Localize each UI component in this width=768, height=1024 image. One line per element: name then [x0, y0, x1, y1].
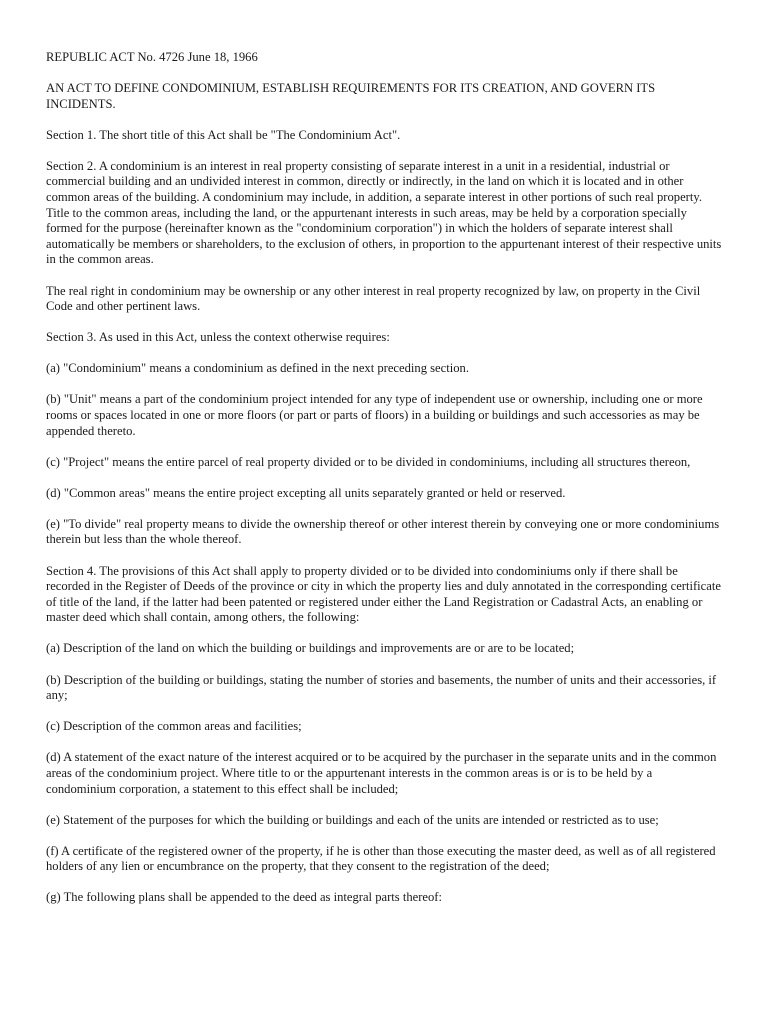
- section-4-paragraph: Section 4. The provisions of this Act shall apply to property divided or to be divided into condominiums only if there shall be recorded in the Register of Deeds of the province or city in which the property lies and duly annotated in the corresponding certificate of title of the land, if the latter had been patented or registered under either the Land Registration or Cadastral Acts, an enabling or master deed which shall contain, among others, the following:: [46, 563, 721, 625]
- requirement-c: (c) Description of the common areas and facilities;: [46, 719, 302, 734]
- real-right-paragraph: The real right in condominium may be ownership or any other interest in real property recognized by law, on property in the Civil Code and other pertinent laws.: [46, 283, 701, 314]
- definition-to-divide: (e) "To divide" real property means to divide the ownership thereof or other interest therein by conveying one or more condominiums therein but less than the whole thereof.: [46, 516, 720, 547]
- section-1-paragraph: Section 1. The short title of this Act shall be "The Condominium Act".: [46, 127, 401, 142]
- act-title: AN ACT TO DEFINE CONDOMINIUM, ESTABLISH REQUIREMENTS FOR ITS CREATION, AND GOVERN ITS INCIDENTS.: [46, 81, 656, 111]
- requirement-a: (a) Description of the land on which the building or buildings and improvements are or are to be located;: [46, 641, 575, 656]
- definition-common-areas: (d) "Common areas" means the entire project excepting all units separately granted or held or reserved.: [46, 485, 566, 500]
- definition-project: (c) "Project" means the entire parcel of real property divided or to be divided in condominiums, including all structures thereon,: [46, 454, 691, 469]
- requirement-e: (e) Statement of the purposes for which the building or buildings and each of the units are intended or restricted as to use;: [46, 812, 659, 827]
- act-header: REPUBLIC ACT No. 4726 June 18, 1966: [46, 50, 258, 64]
- requirement-b: (b) Description of the building or buildings, stating the number of stories and basements, the number of units and their accessories, if any;: [46, 672, 717, 703]
- document-page: [46, 50, 722, 921]
- requirement-f: (f) A certificate of the registered owner of the property, if he is other than those executing the master deed, as well as of all registered holders of any lien or encumbrance on the property, that they consent to the registration of the deed;: [46, 843, 716, 874]
- requirement-d: (d) A statement of the exact nature of the interest acquired or to be acquired by the purchaser in the separate units and in the common areas of the condominium project. Where title to or the appurtenant interests in the common areas is or is to be held by a condominium corporation, a statement to this effect shall be included;: [46, 750, 717, 796]
- definition-condominium: (a) "Condominium" means a condominium as defined in the next preceding section.: [46, 361, 469, 376]
- requirement-g: (g) The following plans shall be appended to the deed as integral parts thereof:: [46, 890, 442, 905]
- definition-unit: (b) "Unit" means a part of the condominium project intended for any type of independent use or ownership, including one or more rooms or spaces located in one or more floors (or part or parts of floors) in a building or buildings and such accessories as may be appended thereto.: [46, 392, 703, 438]
- section-3-paragraph: Section 3. As used in this Act, unless the context otherwise requires:: [46, 330, 390, 345]
- section-2-paragraph: Section 2. A condominium is an interest in real property consisting of separate interest in a unit in a residential, industrial or commercial building and an undivided interest in common, directly or indirectly, in the land on which it is located and in other common areas of the building. A condominium may include, in addition, a separate interest in other portions of such real property. Title to the common areas, including the land, or the appurtenant interests in such areas, may be held by a corporation specially formed for the purpose (hereinafter known as the "condominium corporation") in which the holders of separate interest shall automatically be members or shareholders, to the exclusion of others, in proportion to the appurtenant interest of their respective units in the common areas.: [46, 158, 722, 267]
